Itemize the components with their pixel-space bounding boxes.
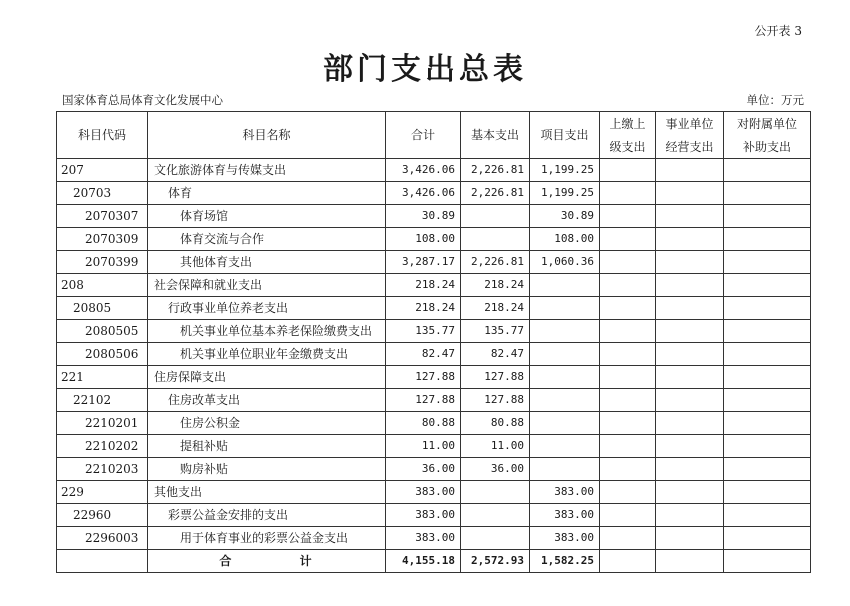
subject-code: 2210201 [57, 412, 148, 435]
unit-label: 单位：万元 [746, 93, 804, 107]
subsidy-amount [724, 251, 811, 274]
project-amount: 383.00 [530, 504, 600, 527]
subject-name: 提租补贴 [148, 435, 386, 458]
upper-amount [600, 412, 656, 435]
table-row [57, 205, 811, 228]
total-total: 4,155.18 [386, 550, 461, 573]
business-amount [656, 251, 724, 274]
upper-amount [600, 389, 656, 412]
upper-amount [600, 343, 656, 366]
total-amount: 218.24 [386, 297, 461, 320]
total-amount: 3,426.06 [386, 159, 461, 182]
subsidy-amount [724, 481, 811, 504]
basic-amount: 218.24 [461, 274, 530, 297]
total-business [656, 550, 724, 573]
basic-amount: 127.88 [461, 366, 530, 389]
subsidy-amount [724, 297, 811, 320]
table-body [57, 159, 811, 550]
subject-code: 2070309 [57, 228, 148, 251]
subject-code: 2080506 [57, 343, 148, 366]
header-subsidy-line1: 对附属单位 [724, 112, 811, 137]
basic-amount [461, 527, 530, 550]
project-amount [530, 412, 600, 435]
subject-code: 207 [57, 159, 148, 182]
subsidy-amount [724, 366, 811, 389]
total-amount: 135.77 [386, 320, 461, 343]
project-amount: 30.89 [530, 205, 600, 228]
upper-amount [600, 205, 656, 228]
subsidy-amount [724, 320, 811, 343]
upper-amount [600, 228, 656, 251]
table-row [57, 504, 811, 527]
subject-name: 住房保障支出 [148, 366, 386, 389]
upper-amount [600, 159, 656, 182]
header-business-line1: 事业单位 [656, 112, 724, 137]
upper-amount [600, 527, 656, 550]
upper-amount [600, 366, 656, 389]
subsidy-amount [724, 182, 811, 205]
total-amount: 108.00 [386, 228, 461, 251]
total-empty-cell [57, 550, 148, 573]
table-row [57, 412, 811, 435]
total-amount: 82.47 [386, 343, 461, 366]
total-amount: 383.00 [386, 527, 461, 550]
subsidy-amount [724, 228, 811, 251]
header-business-line2: 经营支出 [656, 136, 724, 159]
basic-amount: 218.24 [461, 297, 530, 320]
subsidy-amount [724, 205, 811, 228]
subject-name: 用于体育事业的彩票公益金支出 [148, 527, 386, 550]
basic-amount: 36.00 [461, 458, 530, 481]
subject-code: 20703 [57, 182, 148, 205]
organization-name: 国家体育总局体育文化发展中心 [62, 93, 223, 107]
subject-code: 22102 [57, 389, 148, 412]
project-amount [530, 458, 600, 481]
subject-name: 行政事业单位养老支出 [148, 297, 386, 320]
business-amount [656, 527, 724, 550]
table-row [57, 320, 811, 343]
subject-code: 2070307 [57, 205, 148, 228]
subject-code: 2070399 [57, 251, 148, 274]
upper-amount [600, 435, 656, 458]
table-row [57, 527, 811, 550]
business-amount [656, 228, 724, 251]
total-upper [600, 550, 656, 573]
project-amount [530, 274, 600, 297]
business-amount [656, 481, 724, 504]
header-basic: 基本支出 [461, 112, 530, 159]
upper-amount [600, 458, 656, 481]
upper-amount [600, 504, 656, 527]
total-basic: 2,572.93 [461, 550, 530, 573]
project-amount: 1,060.36 [530, 251, 600, 274]
total-row [57, 550, 811, 573]
page-title: 部门支出总表 [323, 52, 527, 87]
subsidy-amount [724, 343, 811, 366]
basic-amount [461, 481, 530, 504]
subject-code: 2210202 [57, 435, 148, 458]
subsidy-amount [724, 412, 811, 435]
basic-amount [461, 228, 530, 251]
subsidy-amount [724, 435, 811, 458]
basic-amount: 11.00 [461, 435, 530, 458]
total-project: 1,582.25 [530, 550, 600, 573]
business-amount [656, 274, 724, 297]
business-amount [656, 320, 724, 343]
subject-name: 其他体育支出 [148, 251, 386, 274]
table-row [57, 297, 811, 320]
subject-code: 229 [57, 481, 148, 504]
business-amount [656, 412, 724, 435]
header-upper-line2: 级支出 [600, 136, 656, 159]
table-row [57, 481, 811, 504]
table-row [57, 435, 811, 458]
subject-name: 文化旅游体育与传媒支出 [148, 159, 386, 182]
business-amount [656, 343, 724, 366]
project-amount [530, 366, 600, 389]
total-amount: 36.00 [386, 458, 461, 481]
business-amount [656, 205, 724, 228]
total-amount: 30.89 [386, 205, 461, 228]
basic-amount: 135.77 [461, 320, 530, 343]
total-amount: 383.00 [386, 504, 461, 527]
project-amount: 1,199.25 [530, 159, 600, 182]
business-amount [656, 458, 724, 481]
subject-name: 体育场馆 [148, 205, 386, 228]
total-label: 合 计 [148, 550, 386, 573]
project-amount [530, 320, 600, 343]
business-amount [656, 389, 724, 412]
upper-amount [600, 320, 656, 343]
table-row [57, 343, 811, 366]
business-amount [656, 182, 724, 205]
subject-name: 其他支出 [148, 481, 386, 504]
upper-amount [600, 251, 656, 274]
total-amount: 127.88 [386, 389, 461, 412]
total-amount: 3,287.17 [386, 251, 461, 274]
basic-amount: 2,226.81 [461, 251, 530, 274]
subject-code: 20805 [57, 297, 148, 320]
project-amount [530, 343, 600, 366]
subsidy-amount [724, 527, 811, 550]
header-total: 合计 [386, 112, 461, 159]
subject-name: 住房公积金 [148, 412, 386, 435]
subject-name: 体育 [148, 182, 386, 205]
total-amount: 3,426.06 [386, 182, 461, 205]
subject-name: 机关事业单位基本养老保险缴费支出 [148, 320, 386, 343]
upper-amount [600, 182, 656, 205]
subject-name: 住房改革支出 [148, 389, 386, 412]
total-amount: 11.00 [386, 435, 461, 458]
basic-amount: 127.88 [461, 389, 530, 412]
header-upper-line1: 上缴上 [600, 112, 656, 137]
business-amount [656, 159, 724, 182]
subsidy-amount [724, 274, 811, 297]
subject-code: 2080505 [57, 320, 148, 343]
table-row [57, 182, 811, 205]
basic-amount [461, 205, 530, 228]
project-amount: 383.00 [530, 481, 600, 504]
subject-name: 体育交流与合作 [148, 228, 386, 251]
table-row [57, 274, 811, 297]
upper-amount [600, 297, 656, 320]
upper-amount [600, 481, 656, 504]
table-row [57, 366, 811, 389]
subject-code: 2210203 [57, 458, 148, 481]
table-row [57, 228, 811, 251]
subject-code: 2296003 [57, 527, 148, 550]
total-amount: 127.88 [386, 366, 461, 389]
header-project: 项目支出 [530, 112, 600, 159]
subsidy-amount [724, 504, 811, 527]
total-amount: 383.00 [386, 481, 461, 504]
total-subsidy [724, 550, 811, 573]
subject-code: 221 [57, 366, 148, 389]
project-amount [530, 297, 600, 320]
business-amount [656, 366, 724, 389]
basic-amount: 2,226.81 [461, 182, 530, 205]
subject-name: 购房补贴 [148, 458, 386, 481]
project-amount [530, 389, 600, 412]
project-amount: 1,199.25 [530, 182, 600, 205]
table-row [57, 458, 811, 481]
subject-code: 208 [57, 274, 148, 297]
total-amount: 80.88 [386, 412, 461, 435]
business-amount [656, 504, 724, 527]
expenditure-table [56, 111, 811, 573]
basic-amount: 82.47 [461, 343, 530, 366]
total-amount: 218.24 [386, 274, 461, 297]
basic-amount: 80.88 [461, 412, 530, 435]
header-code: 科目代码 [57, 112, 148, 159]
business-amount [656, 435, 724, 458]
table-number-label: 公开表 3 [754, 24, 802, 38]
subsidy-amount [724, 389, 811, 412]
table-row [57, 389, 811, 412]
subject-code: 22960 [57, 504, 148, 527]
table-row [57, 251, 811, 274]
table-row [57, 159, 811, 182]
project-amount: 383.00 [530, 527, 600, 550]
subsidy-amount [724, 159, 811, 182]
project-amount: 108.00 [530, 228, 600, 251]
header-name: 科目名称 [148, 112, 386, 159]
subject-name: 社会保障和就业支出 [148, 274, 386, 297]
business-amount [656, 297, 724, 320]
basic-amount: 2,226.81 [461, 159, 530, 182]
upper-amount [600, 274, 656, 297]
subsidy-amount [724, 458, 811, 481]
project-amount [530, 435, 600, 458]
header-subsidy-line2: 补助支出 [724, 136, 811, 159]
basic-amount [461, 504, 530, 527]
subject-name: 机关事业单位职业年金缴费支出 [148, 343, 386, 366]
subject-name: 彩票公益金安排的支出 [148, 504, 386, 527]
